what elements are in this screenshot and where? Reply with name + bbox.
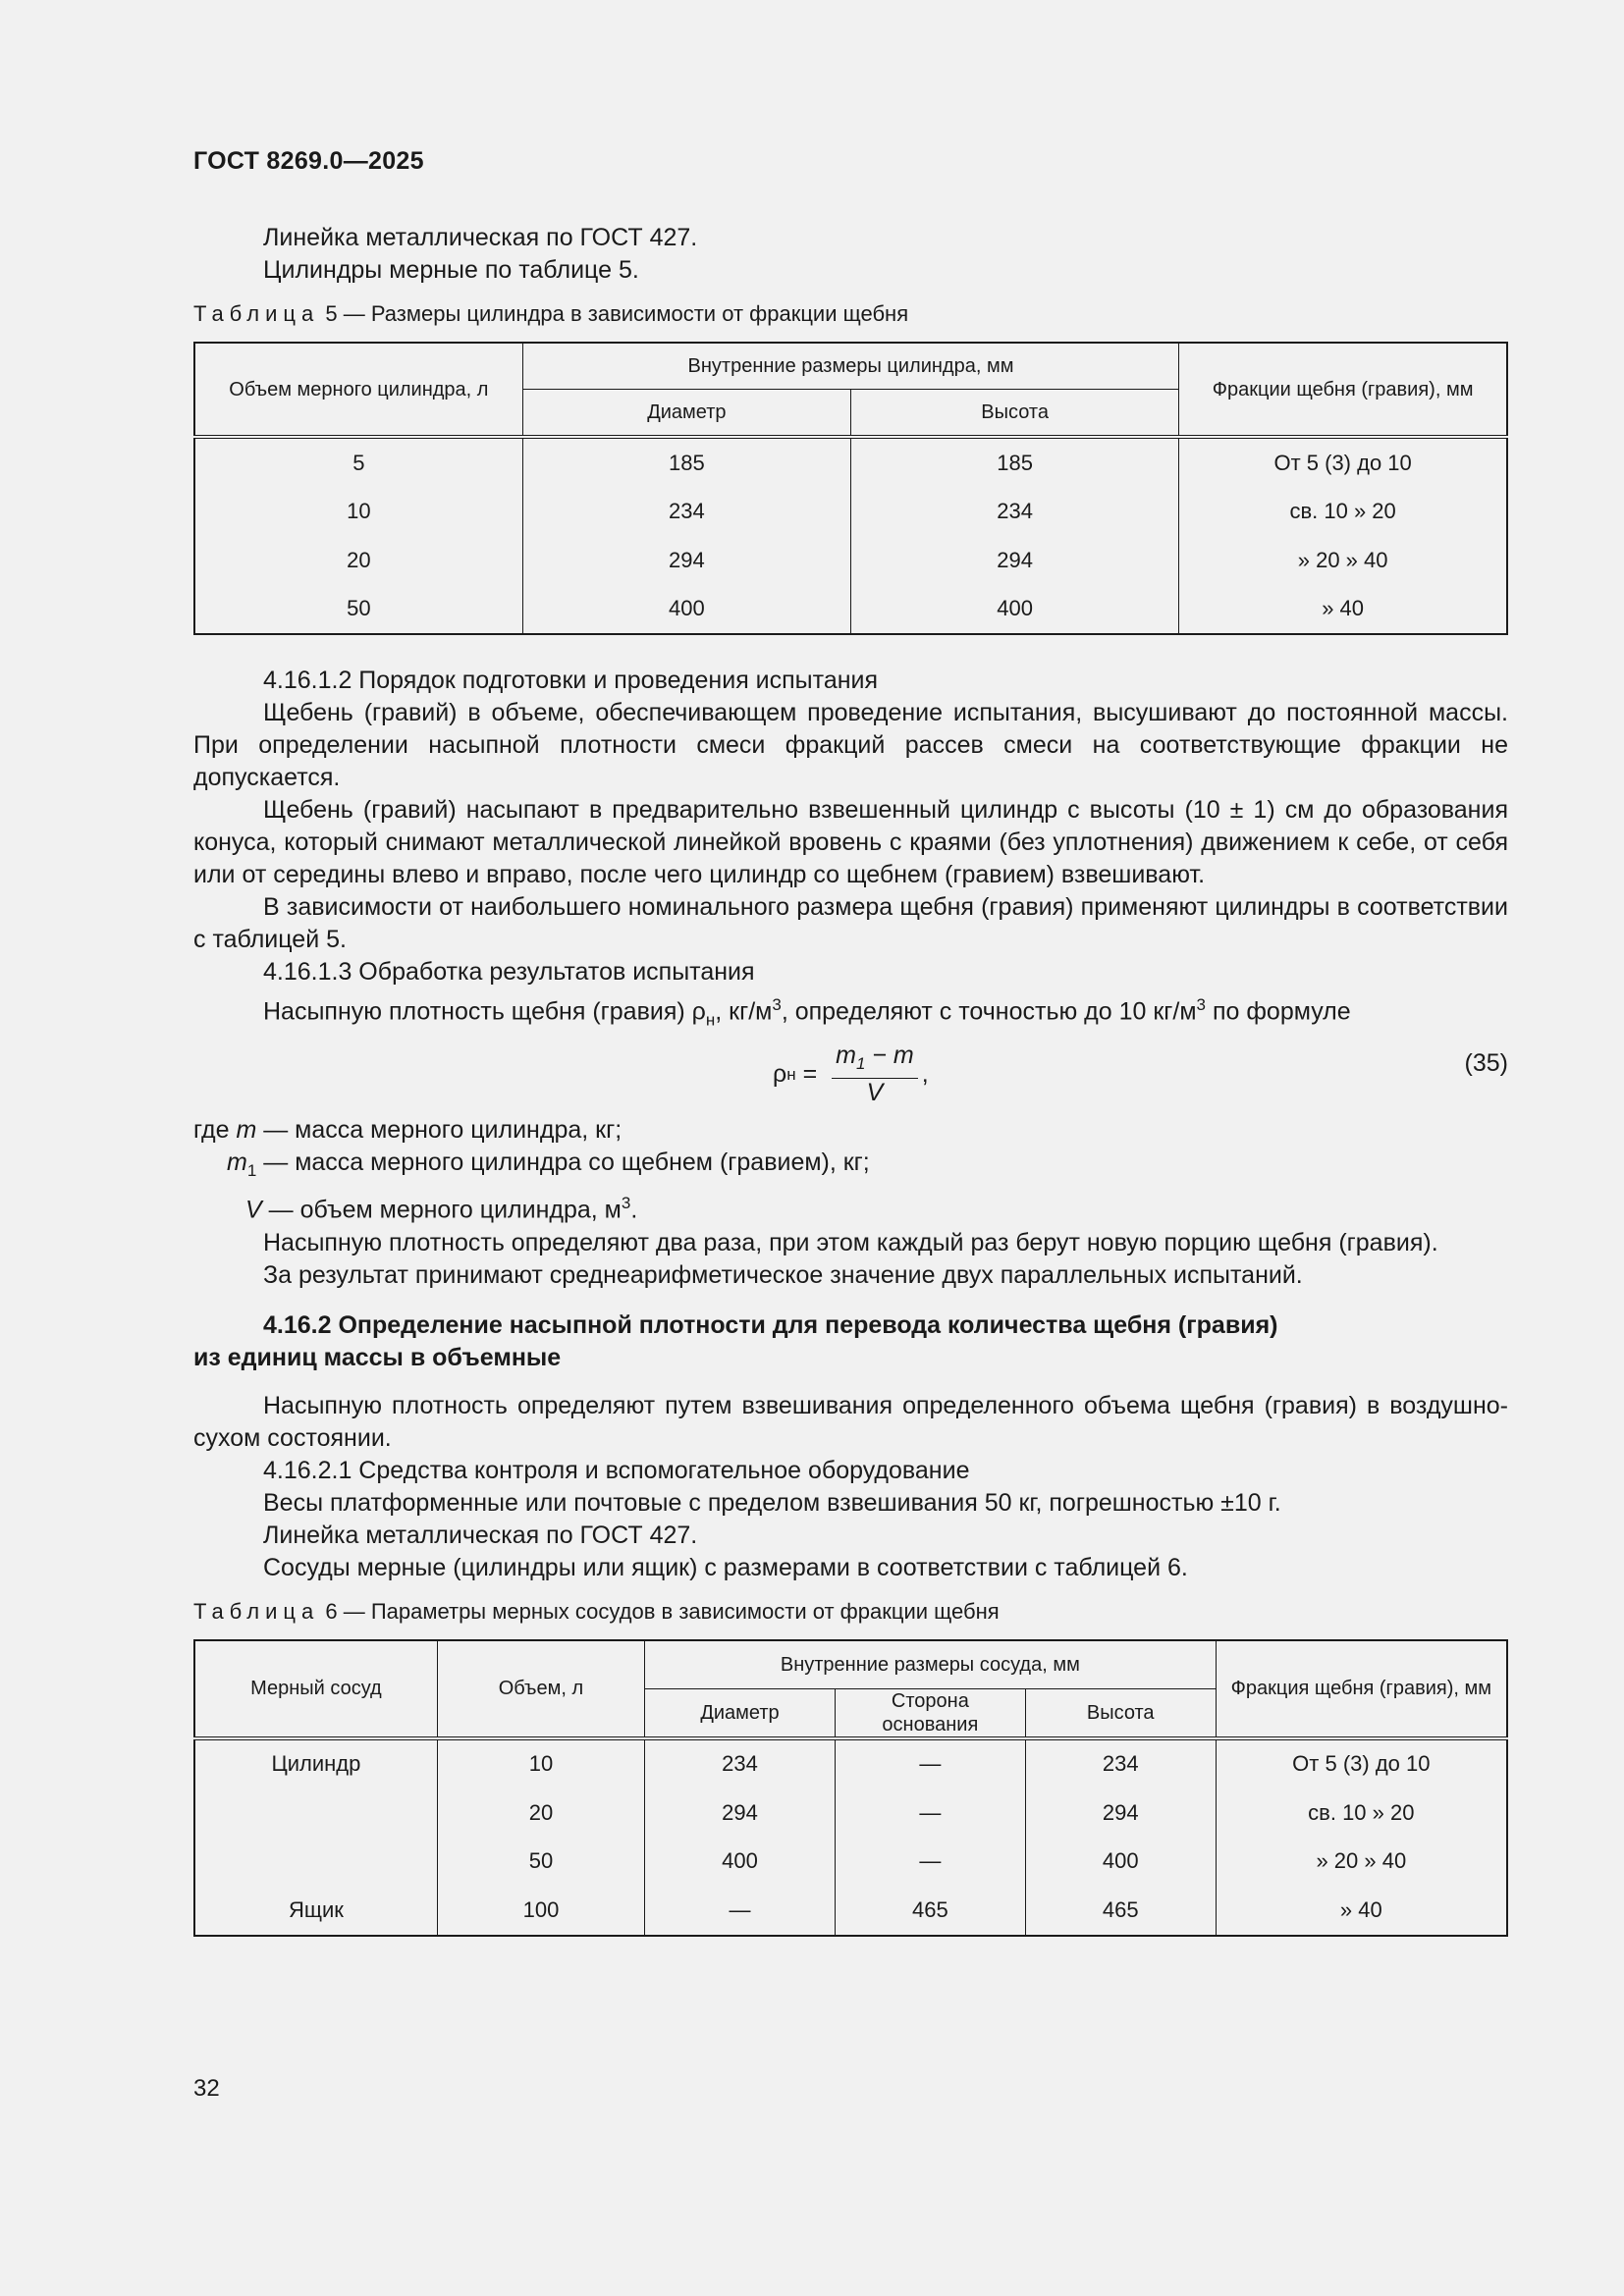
t5-cell-volume: 20 <box>194 536 522 585</box>
t5-cell-height: 400 <box>851 585 1179 635</box>
table-row <box>194 536 1507 585</box>
t5-cell-height: 234 <box>851 488 1179 537</box>
t6-header-base: Сторона основания <box>835 1688 1025 1738</box>
t6-cell-height: 465 <box>1025 1886 1216 1936</box>
t5-cell-fraction: » 40 <box>1179 585 1507 635</box>
table-row <box>194 1838 1507 1887</box>
after-formula-paragraph-1: Насыпную плотность определяют два раза, при этом каждый раз берут новую порцию щебня (гравия). <box>263 1228 1438 1256</box>
t6-cell-fraction: » 20 » 40 <box>1216 1838 1507 1887</box>
t5-header-inner: Внутренние размеры цилиндра, мм <box>522 343 1179 390</box>
t5-cell-volume: 10 <box>194 488 522 537</box>
formula-comma: , <box>921 1059 929 1088</box>
t6-cell-base: — <box>835 1789 1025 1838</box>
where-line-1 <box>193 1114 1508 1147</box>
where-symbol-m1-sub: 1 <box>246 1161 257 1181</box>
t6-cell-vessel <box>194 1838 437 1887</box>
t6-cell-height: 400 <box>1025 1838 1216 1887</box>
table5-caption-prefix: Таблица <box>193 301 320 326</box>
t6-cell-vessel <box>194 1789 437 1838</box>
t6-header-inner: Внутренние размеры сосуда, мм <box>645 1640 1217 1689</box>
where-line-3 <box>193 1187 1508 1226</box>
table-row <box>194 437 1507 488</box>
t5-cell-diameter: 185 <box>522 437 850 488</box>
formula-lhs-sub: н <box>786 1064 796 1084</box>
t5-header-diameter: Диаметр <box>522 390 850 438</box>
numerator-m1: m <box>836 1041 856 1070</box>
lead-text-d: по формуле <box>1206 997 1351 1026</box>
table-row <box>194 585 1507 635</box>
t6-cell-volume: 50 <box>437 1838 644 1887</box>
section-4-16-2-paragraph-vessels: Сосуды мерные (цилиндры или ящик) с размерами в соответствии с таблицей 6. <box>263 1553 1188 1581</box>
table6-caption-prefix: Таблица <box>193 1598 320 1624</box>
t6-cell-volume: 100 <box>437 1886 644 1936</box>
where-sup-3: 3 <box>621 1194 631 1213</box>
t5-cell-diameter: 294 <box>522 536 850 585</box>
section-4-16-2-paragraph-1: Насыпную плотность определяют путем взвешивания определенного объема щебня (гравия) в воздушно-сухом состоянии. <box>193 1391 1508 1452</box>
table-6 <box>193 1639 1508 1937</box>
formula-fraction <box>832 1041 918 1106</box>
t5-cell-height: 185 <box>851 437 1179 488</box>
standard-header: ГОСТ 8269.0—2025 <box>193 147 424 175</box>
after-formula-paragraph-2: За результат принимают среднеарифметическое значение двух параллельных испытаний. <box>263 1260 1303 1289</box>
t6-cell-diameter: — <box>645 1886 836 1936</box>
page-number: 32 <box>193 2075 220 2102</box>
t5-header-height: Высота <box>851 390 1179 438</box>
section-4-16-1-2-paragraph-3: В зависимости от наибольшего номинального размера щебня (гравия) применяют цилиндры в соответствии с таблицей 5. <box>193 893 1508 953</box>
formula-denominator: V <box>866 1079 884 1107</box>
t5-cell-diameter: 234 <box>522 488 850 537</box>
where-symbol-m1: m <box>227 1148 247 1177</box>
table-row <box>194 1738 1507 1789</box>
table-row <box>194 1789 1507 1838</box>
t5-cell-diameter: 400 <box>522 585 850 635</box>
t6-cell-height: 234 <box>1025 1738 1216 1789</box>
where-symbol-m: m <box>236 1116 257 1145</box>
where-prefix: где <box>193 1116 237 1145</box>
section-4-16-2-paragraph-ruler: Линейка металлическая по ГОСТ 427. <box>263 1521 698 1549</box>
intro-paragraph-1: Линейка металлическая по ГОСТ 427. <box>263 224 698 251</box>
t6-header-height: Высота <box>1025 1688 1216 1738</box>
t6-cell-volume: 10 <box>437 1738 644 1789</box>
t6-cell-fraction: От 5 (3) до 10 <box>1216 1738 1507 1789</box>
t5-cell-volume: 5 <box>194 437 522 488</box>
t6-cell-base: 465 <box>835 1886 1025 1936</box>
formula-equals: = <box>795 1059 825 1088</box>
t6-cell-fraction: » 40 <box>1216 1886 1507 1936</box>
t6-cell-vessel: Ящик <box>194 1886 437 1936</box>
section-4-16-1-3-title: 4.16.1.3 Обработка результатов испытания <box>263 958 755 986</box>
lead-sup-2: 3 <box>1196 995 1207 1014</box>
where-text-v: — объем мерного цилиндра, м <box>261 1196 622 1224</box>
section-4-16-1-2-title: 4.16.1.2 Порядок подготовки и проведения испытания <box>263 667 879 694</box>
density-lead-paragraph <box>193 988 1508 1036</box>
section-4-16-2-heading <box>193 1309 1508 1374</box>
t6-cell-diameter: 234 <box>645 1738 836 1789</box>
t5-cell-fraction: От 5 (3) до 10 <box>1179 437 1507 488</box>
t5-cell-fraction: св. 10 » 20 <box>1179 488 1507 537</box>
formula-35 <box>193 1038 1508 1107</box>
t6-cell-height: 294 <box>1025 1789 1216 1838</box>
t6-cell-vessel: Цилиндр <box>194 1738 437 1789</box>
where-symbol-v: V <box>245 1196 262 1224</box>
heading-line-2: из единиц массы в объемные <box>193 1343 562 1371</box>
where-text-m1: — масса мерного цилиндра со щебнем (гравием), кг; <box>256 1148 870 1177</box>
t5-header-volume: Объем мерного цилиндра, л <box>194 343 522 437</box>
t6-cell-fraction: св. 10 » 20 <box>1216 1789 1507 1838</box>
formula-numerator <box>832 1041 918 1079</box>
heading-line-1: 4.16.2 Определение насыпной плотности для перевода количества щебня (гравия) <box>263 1310 1278 1339</box>
t6-cell-diameter: 294 <box>645 1789 836 1838</box>
intro-paragraph-2: Цилиндры мерные по таблице 5. <box>263 256 639 284</box>
numerator-minus-m: − m <box>865 1041 914 1070</box>
table5-caption-text: 5 — Размеры цилиндра в зависимости от фракции щебня <box>319 301 909 326</box>
t6-header-fraction: Фракция щебня (гравия), мм <box>1216 1640 1507 1738</box>
lead-sup-1: 3 <box>772 995 782 1014</box>
section-4-16-2-paragraph-scales: Весы платформенные или почтовые с пределом взвешивания 50 кг, погрешностью ±10 г. <box>263 1488 1281 1517</box>
page-content <box>193 222 1508 1937</box>
section-4-16-1-2-paragraph-1: Щебень (гравий) в объеме, обеспечивающем проведение испытания, высушивают до постоянной массы. При определении насыпной плотности смеси фракций рассев смеси на соответствующие фракции не допускается. <box>193 699 1508 791</box>
where-line-2 <box>193 1147 1508 1187</box>
t6-header-vessel: Мерный сосуд <box>194 1640 437 1738</box>
t5-cell-height: 294 <box>851 536 1179 585</box>
table6-caption <box>193 1598 1508 1626</box>
lead-text-a: Насыпную плотность щебня (гравия) ρ <box>263 997 706 1026</box>
table6-caption-text: 6 — Параметры мерных сосудов в зависимости от фракции щебня <box>319 1598 1000 1624</box>
table-row <box>194 1886 1507 1936</box>
numerator-sub: 1 <box>855 1054 866 1074</box>
where-end: . <box>630 1196 638 1224</box>
section-4-16-1-2-paragraph-2: Щебень (гравий) насыпают в предварительно взвешенный цилиндр с высоты (10 ± 1) см до образования конуса, который снимают металлической линейкой вровень с краями (без уплотнения) движением к себе, от себя или от середины влево и вправо, после чего цилиндр со щебнем (гравием) взвешивают. <box>193 796 1508 888</box>
where-text-m: — масса мерного цилиндра, кг; <box>256 1116 623 1145</box>
t5-cell-fraction: » 20 » 40 <box>1179 536 1507 585</box>
formula-number: (35) <box>1464 1049 1508 1078</box>
t6-header-diameter: Диаметр <box>645 1688 836 1738</box>
table5-caption <box>193 300 1508 328</box>
t6-header-volume: Объем, л <box>437 1640 644 1738</box>
lead-text-c: , определяют с точностью до 10 кг/м <box>781 997 1197 1026</box>
t6-cell-base: — <box>835 1738 1025 1789</box>
t6-cell-base: — <box>835 1838 1025 1887</box>
lead-sub: н <box>705 1010 716 1030</box>
t5-cell-volume: 50 <box>194 585 522 635</box>
formula-expression <box>773 1041 929 1106</box>
t5-header-fraction: Фракции щебня (гравия), мм <box>1179 343 1507 437</box>
t6-cell-volume: 20 <box>437 1789 644 1838</box>
section-4-16-2-1-title: 4.16.2.1 Средства контроля и вспомогательное оборудование <box>263 1456 970 1484</box>
table-5 <box>193 342 1508 635</box>
formula-lhs: ρ <box>773 1059 787 1088</box>
table-row <box>194 488 1507 537</box>
t6-cell-diameter: 400 <box>645 1838 836 1887</box>
lead-text-b: , кг/м <box>715 997 773 1026</box>
